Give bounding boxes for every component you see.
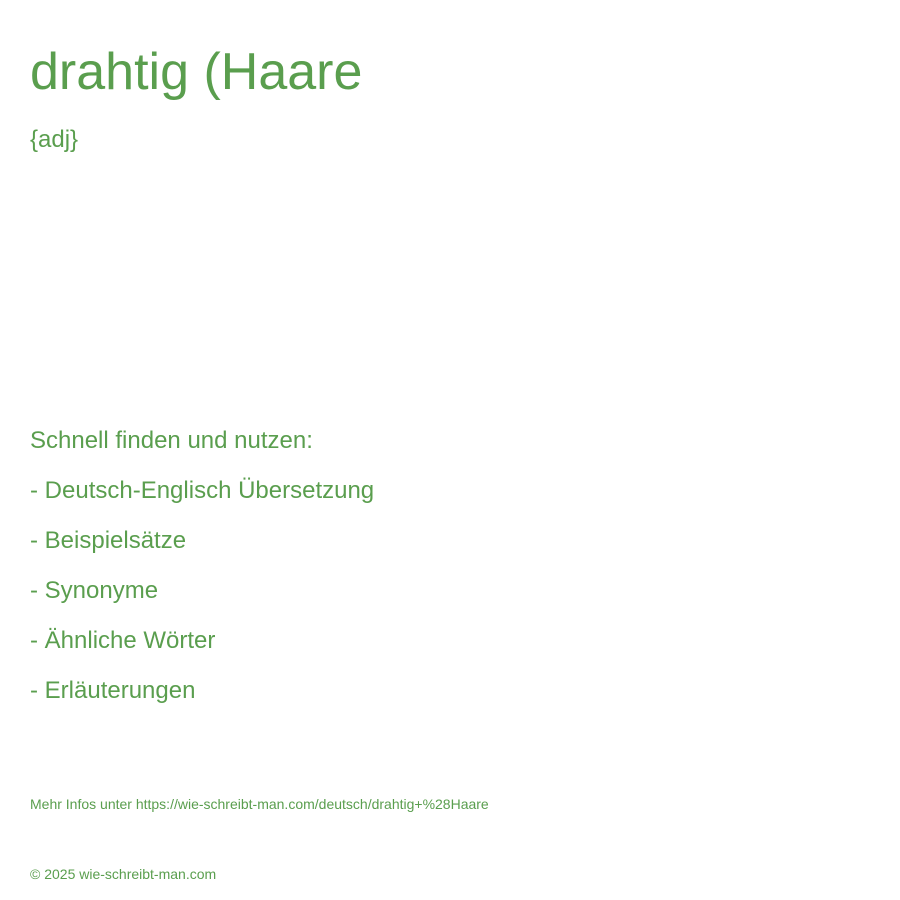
page bbox=[30, 0, 870, 900]
part-of-speech: {adj} bbox=[30, 126, 79, 153]
feature-item-similar-words: - Ähnliche Wörter bbox=[30, 627, 216, 654]
more-info-text: Mehr Infos unter https://wie-schreibt-man.com/deutsch/drahtig+%28Haare bbox=[30, 796, 489, 812]
feature-item-translation: - Deutsch-Englisch Übersetzung bbox=[30, 477, 375, 504]
feature-item-explanations: - Erläuterungen bbox=[30, 677, 196, 704]
feature-heading: Schnell finden und nutzen: bbox=[30, 427, 313, 454]
feature-item-synonyms: - Synonyme bbox=[30, 577, 159, 604]
page-title: drahtig (Haare bbox=[30, 43, 363, 101]
feature-list bbox=[30, 420, 374, 720]
feature-item-examples: - Beispielsätze bbox=[30, 527, 187, 554]
copyright-text: © 2025 wie-schreibt-man.com bbox=[30, 866, 217, 882]
